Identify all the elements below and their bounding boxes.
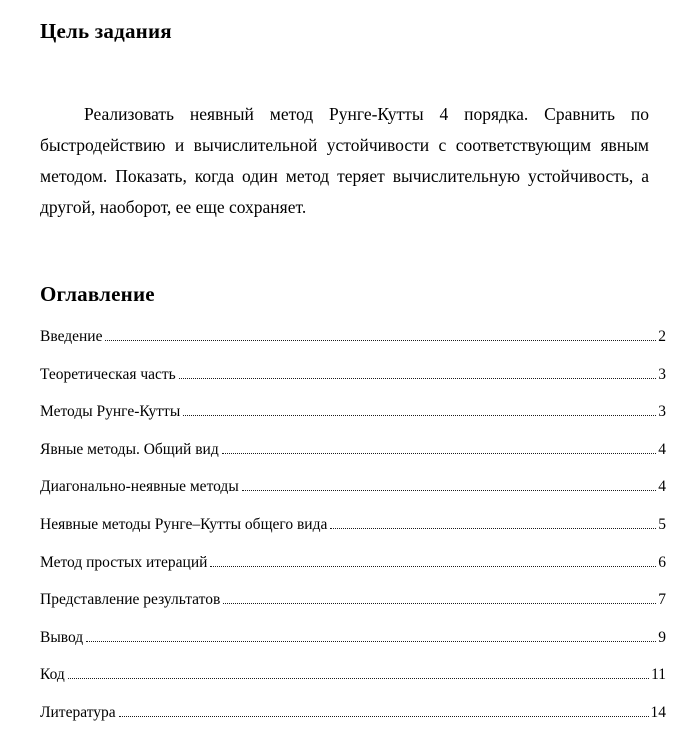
toc-entry-title: Введение (40, 328, 103, 345)
toc-entry-title: Диагонально-неявные методы (40, 478, 239, 496)
toc-entry-page-number: 9 (658, 628, 666, 646)
toc-heading: Оглавление (40, 282, 155, 306)
toc-dot-leader (119, 716, 649, 717)
toc-entry-kod[interactable] (40, 667, 666, 683)
toc-entry-title: Код (40, 666, 65, 684)
toc-entry-yavnye-metody[interactable] (40, 442, 666, 458)
toc-entry-title: Неявные методы Рунге–Кутты общего вида (40, 515, 328, 533)
toc-entry-title: Представление результатов (40, 591, 221, 609)
toc-entry-page-number: 14 (650, 703, 666, 721)
toc-entry-teoreticheskaya-chast[interactable] (40, 367, 666, 383)
toc-entry-neyavnye-metody-obshchego-vida[interactable] (40, 517, 666, 533)
toc-dot-leader (330, 528, 656, 529)
goal-paragraph-line: другой, наоборот, ее еще сохраняет. (40, 197, 307, 217)
toc-entry-page-number: 4 (658, 440, 666, 458)
toc-entry-diagonalno-neyavnye-metody[interactable] (40, 479, 666, 495)
toc-entry-title: Литература (40, 703, 116, 721)
toc-entry-metod-prostykh-iteratsiy[interactable] (40, 555, 666, 571)
toc-entry-predstavlenie-rezultatov[interactable] (40, 592, 666, 608)
toc-entry-page-number: 7 (658, 591, 666, 609)
toc-entry-vyvod[interactable] (40, 630, 666, 646)
goal-paragraph (40, 99, 649, 223)
toc-entry-page-number: 5 (658, 515, 666, 533)
toc-entry-page-number: 3 (658, 403, 666, 421)
toc-entry-page-number: 4 (658, 478, 666, 496)
toc-entry-page-number: 6 (658, 553, 666, 571)
toc-entry-page-number: 2 (658, 328, 666, 345)
toc-entry-title: Теоретическая часть (40, 365, 176, 383)
toc-entry-title: Вывод (40, 628, 84, 646)
toc-dot-leader (68, 678, 649, 679)
toc-entry-title: Явные методы. Общий вид (40, 440, 219, 458)
toc-entry-title: Метод простых итераций (40, 553, 208, 571)
toc-dot-leader (210, 566, 656, 567)
toc-entry-page-number: 11 (651, 666, 666, 684)
toc-dot-leader (105, 340, 656, 341)
toc-entry-vvedenie[interactable] (40, 329, 666, 345)
toc-entry-title: Методы Рунге-Кутты (40, 403, 181, 421)
toc-dot-leader (86, 641, 656, 642)
toc-entry-page-number: 3 (658, 365, 666, 383)
goal-heading: Цель задания (40, 19, 172, 43)
goal-paragraph-line: Реализовать неявный метод Рунге-Кутты 4 порядка. Сравнить по (84, 104, 649, 124)
toc-entry-metody-runge-kutty[interactable] (40, 404, 666, 420)
table-of-contents (40, 329, 666, 743)
toc-dot-leader (242, 490, 657, 491)
toc-dot-leader (183, 415, 656, 416)
toc-dot-leader (179, 378, 657, 379)
toc-dot-leader (222, 453, 657, 454)
toc-dot-leader (223, 603, 656, 604)
toc-entry-literatura[interactable] (40, 705, 666, 721)
goal-paragraph-line: методом. Показать, когда один метод теряет вычислительную устойчивость, а (40, 166, 649, 186)
goal-paragraph-line: быстродействию и вычислительной устойчивости с соответствующим явным (40, 135, 649, 155)
